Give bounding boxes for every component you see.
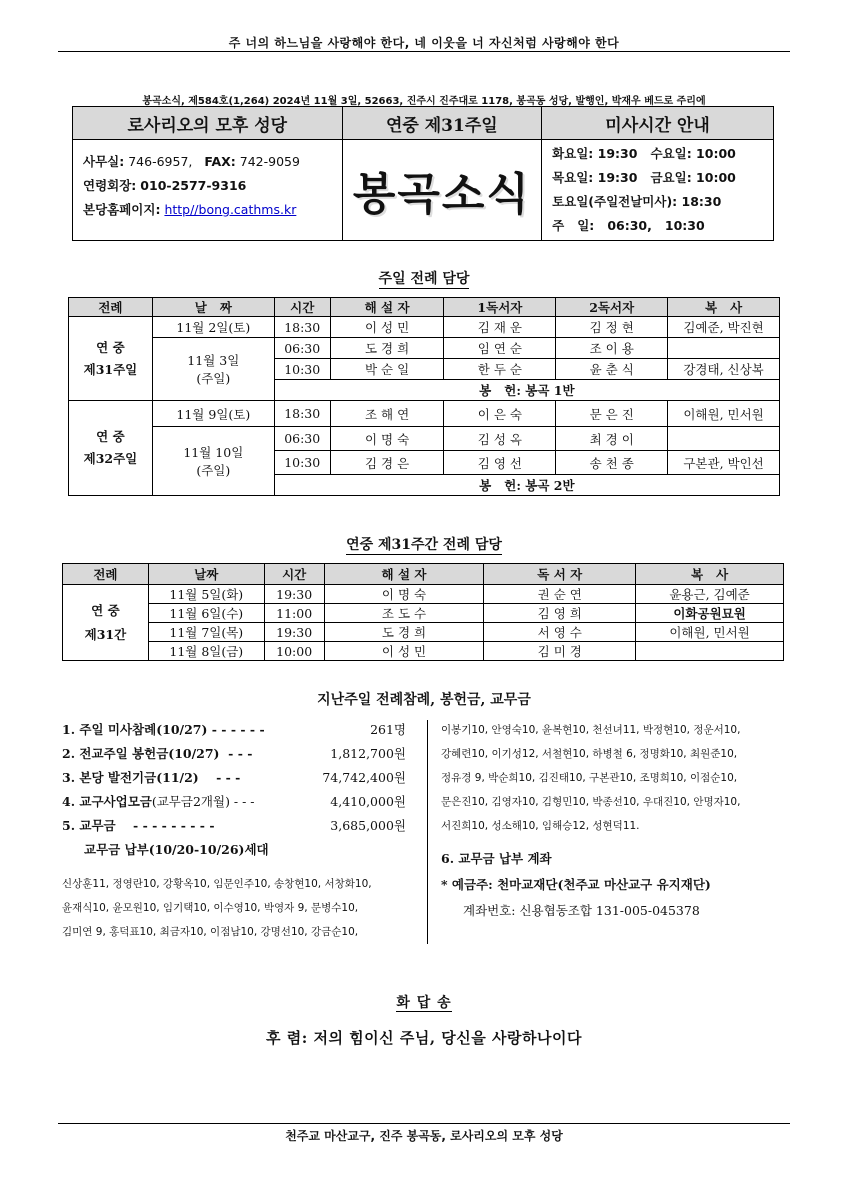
offerings-section-title bbox=[0, 689, 848, 709]
commentator-cell: 이 명 숙 bbox=[324, 585, 484, 604]
offering-cell: 봉 헌: 봉곡 1반 bbox=[274, 380, 779, 401]
server-cell: 이화공원묘원 bbox=[636, 604, 784, 623]
table-row bbox=[63, 623, 784, 642]
commentator-cell: 이 명 숙 bbox=[330, 427, 444, 451]
issue-info: 봉곡소식, 제584호(1,264) 2024년 11월 3일, 52663, 진주시 진주대로 1178, 봉곡동 성당, 발행인, 박재우 베드로 주리에 bbox=[142, 96, 706, 107]
dues-names-line: 김미연 9, 홍덕표10, 최금자10, 이점남10, 강명선10, 강금순10, bbox=[62, 926, 359, 938]
mass-time-title: 미사시간 안내 bbox=[542, 107, 774, 140]
time-cell: 10:30 bbox=[274, 359, 330, 380]
rite-label: 연 중 bbox=[96, 339, 125, 355]
contact-info bbox=[73, 140, 343, 241]
web-label: 본당홈페이지: bbox=[83, 202, 161, 217]
dues-names-line: 이봉기10, 안영숙10, 윤복현10, 천선녀11, 박정현10, 정운서10, bbox=[441, 724, 741, 736]
rite-label: 연 중 bbox=[91, 602, 120, 618]
mass-line: 주 일: 06:30, 10:30 bbox=[552, 218, 705, 233]
commentator-cell: 조 도 수 bbox=[324, 604, 484, 623]
offering-cell: 봉 헌: 봉곡 2반 bbox=[274, 475, 779, 496]
offering-value: 261명 bbox=[370, 722, 406, 737]
reader2-cell: 송 천 종 bbox=[556, 451, 668, 475]
commentator-cell: 김 경 은 bbox=[330, 451, 444, 475]
offering-label: 3. 본당 발전기금(11/2) - - - bbox=[62, 770, 241, 785]
time-cell: 10:30 bbox=[274, 451, 330, 475]
dues-names-left bbox=[62, 872, 422, 944]
fax-label: FAX: bbox=[204, 154, 236, 169]
reader1-cell: 한 두 순 bbox=[444, 359, 556, 380]
header-box bbox=[72, 106, 774, 241]
col-header: 2독서자 bbox=[556, 298, 668, 317]
offering-row bbox=[62, 814, 406, 838]
responsorial-psalm: 후 렴: 저의 힘이신 주님, 당신을 사랑하나이다 bbox=[266, 1029, 582, 1047]
footer: 천주교 마산교구, 진주 봉곡동, 로사리오의 모후 성당 bbox=[285, 1129, 563, 1143]
server-cell: 구본관, 박인선 bbox=[668, 451, 780, 475]
table-row bbox=[69, 317, 780, 338]
date-line: 11월 3일 bbox=[187, 353, 240, 368]
reader1-cell: 김 재 운 bbox=[444, 317, 556, 338]
dues-names-line: 문은진10, 김영자10, 김형민10, 박종선10, 우대진10, 안명자10, bbox=[441, 796, 741, 808]
mass-times bbox=[542, 140, 774, 241]
col-header: 시간 bbox=[274, 298, 330, 317]
col-header: 해 설 자 bbox=[324, 564, 484, 585]
reader-cell: 권 순 연 bbox=[484, 585, 636, 604]
offering-row bbox=[62, 742, 406, 766]
fax-number: 742-9059 bbox=[239, 154, 300, 169]
account-holder: * 예금주: 천마교재단(천주교 마산교구 유지재단) bbox=[441, 877, 711, 892]
reader-cell: 김 미 경 bbox=[484, 642, 636, 661]
offering-label: 4. 교구사업모금 bbox=[62, 794, 152, 809]
time-cell: 06:30 bbox=[274, 427, 330, 451]
dues-names-line: 윤재식10, 윤모원10, 임기택10, 이수영10, 박영자 9, 문병수10, bbox=[62, 902, 359, 914]
rite-cell bbox=[69, 401, 153, 496]
dues-names-line: 서진희10, 성소해10, 임해승12, 성현덕11. bbox=[441, 820, 640, 832]
dues-names-right bbox=[441, 718, 791, 838]
reader2-cell: 윤 춘 식 bbox=[556, 359, 668, 380]
table-row bbox=[69, 338, 780, 359]
sunday-section-title bbox=[0, 268, 848, 288]
rite-label: 연 중 bbox=[96, 429, 125, 444]
commentator-cell: 이 성 민 bbox=[330, 317, 444, 338]
dues-names-line: 신상훈11, 정영란10, 강황옥10, 임문인주10, 송창현10, 서창화10, bbox=[62, 878, 372, 890]
col-header: 전례 bbox=[63, 564, 149, 585]
account-title: 6. 교무금 납부 계좌 bbox=[441, 851, 552, 866]
date-cell: 11월 8일(금) bbox=[148, 642, 264, 661]
date-cell bbox=[152, 427, 274, 496]
offering-summary bbox=[62, 718, 406, 862]
col-header: 복 사 bbox=[636, 564, 784, 585]
time-cell: 18:30 bbox=[274, 401, 330, 427]
reader2-cell: 문 은 진 bbox=[556, 401, 668, 427]
response-title-text: 화 답 송 bbox=[396, 995, 452, 1011]
dues-title: 교무금 납부(10/20-10/26)세대 bbox=[84, 842, 269, 857]
reader-cell: 김 영 희 bbox=[484, 604, 636, 623]
col-header: 날 짜 bbox=[152, 298, 274, 317]
top-divider bbox=[58, 51, 790, 52]
reader-cell: 서 영 수 bbox=[484, 623, 636, 642]
account-info bbox=[441, 846, 791, 924]
offerings-title-text: 지난주일 전례참례, 봉헌금, 교무금 bbox=[317, 692, 531, 708]
date-cell: 11월 5일(화) bbox=[148, 585, 264, 604]
offering-value: 4,410,000원 bbox=[330, 794, 406, 809]
offering-label: 2. 전교주일 봉헌금(10/27) - - - bbox=[62, 746, 253, 761]
sunday-title-text: 주일 전례 담당 bbox=[378, 271, 470, 287]
table-row bbox=[63, 604, 784, 623]
server-cell bbox=[668, 427, 780, 451]
commentator-cell: 박 순 일 bbox=[330, 359, 444, 380]
date-line: (주일) bbox=[196, 371, 231, 386]
dues-names-line: 강혜련10, 이기성12, 서철현10, 하병철 6, 정명화10, 최원준10, bbox=[441, 748, 738, 760]
weekday-liturgy-table bbox=[62, 563, 784, 661]
reader2-cell: 김 정 현 bbox=[556, 317, 668, 338]
rep-label: 연령회장: bbox=[83, 178, 137, 193]
newsletter-logo: 봉곡소식 bbox=[342, 140, 541, 241]
rite-cell bbox=[69, 317, 153, 401]
commentator-cell: 조 해 연 bbox=[330, 401, 444, 427]
rite-label: 제32주일 bbox=[83, 451, 138, 466]
weekday-section-title bbox=[0, 534, 848, 554]
offering-label-sub: (교무금2개월) - - - bbox=[151, 794, 255, 809]
date-line: 11월 10일 bbox=[183, 445, 244, 460]
table-row bbox=[63, 585, 784, 604]
col-header: 전례 bbox=[69, 298, 153, 317]
sunday-liturgy-table bbox=[68, 297, 780, 496]
reader1-cell: 임 연 순 bbox=[444, 338, 556, 359]
rite-cell bbox=[63, 585, 149, 661]
server-cell bbox=[668, 338, 780, 359]
offering-value: 3,685,000원 bbox=[330, 818, 406, 833]
reader2-cell: 조 이 용 bbox=[556, 338, 668, 359]
office-phone: 746-6957, bbox=[128, 154, 193, 169]
col-header: 복 사 bbox=[668, 298, 780, 317]
col-header: 해 설 자 bbox=[330, 298, 444, 317]
col-header: 독 서 자 bbox=[484, 564, 636, 585]
date-cell: 11월 2일(토) bbox=[152, 317, 274, 338]
col-header: 날짜 bbox=[148, 564, 264, 585]
week-name: 연중 제31주일 bbox=[342, 107, 541, 140]
col-header: 시간 bbox=[264, 564, 324, 585]
rite-label: 제31간 bbox=[84, 626, 127, 642]
time-cell: 06:30 bbox=[274, 338, 330, 359]
server-cell: 이해원, 민서원 bbox=[668, 401, 780, 427]
reader1-cell: 김 영 선 bbox=[444, 451, 556, 475]
parish-name: 로사리오의 모후 성당 bbox=[73, 107, 343, 140]
time-cell: 19:30 bbox=[264, 623, 324, 642]
offering-value: 74,742,400원 bbox=[322, 770, 406, 785]
rep-phone: 010-2577-9316 bbox=[140, 178, 247, 193]
date-cell: 11월 6일(수) bbox=[148, 604, 264, 623]
account-number: 계좌번호: 신용협동조합 131-005-045378 bbox=[463, 903, 700, 918]
office-label: 사무실: bbox=[83, 154, 125, 169]
column-divider bbox=[427, 720, 428, 944]
offering-row bbox=[62, 790, 406, 814]
time-cell: 18:30 bbox=[274, 317, 330, 338]
weekday-title-text: 연중 제31주간 전례 담당 bbox=[346, 537, 502, 553]
date-cell: 11월 7일(목) bbox=[148, 623, 264, 642]
commentator-cell: 도 경 희 bbox=[330, 338, 444, 359]
date-line: (주일) bbox=[196, 463, 231, 478]
server-cell bbox=[636, 642, 784, 661]
time-cell: 11:00 bbox=[264, 604, 324, 623]
commentator-cell: 도 경 희 bbox=[324, 623, 484, 642]
offering-label: 5. 교무금 - - - - - - - - - bbox=[62, 818, 215, 833]
reader1-cell: 이 은 숙 bbox=[444, 401, 556, 427]
date-cell bbox=[152, 338, 274, 401]
bottom-divider bbox=[58, 1123, 790, 1124]
date-cell: 11월 9일(토) bbox=[152, 401, 274, 427]
mass-line: 토요일(주일전날미사): 18:30 bbox=[552, 194, 722, 209]
col-header: 1독서자 bbox=[444, 298, 556, 317]
server-cell: 윤용근, 김예준 bbox=[636, 585, 784, 604]
mass-line: 화요일: 19:30 수요일: 10:00 bbox=[552, 146, 736, 161]
offering-label: 1. 주일 미사참례(10/27) - - - - - - bbox=[62, 722, 265, 737]
offering-row bbox=[62, 718, 406, 742]
time-cell: 19:30 bbox=[264, 585, 324, 604]
reader2-cell: 최 경 이 bbox=[556, 427, 668, 451]
rite-label: 제31주일 bbox=[83, 361, 138, 377]
commentator-cell: 이 성 민 bbox=[324, 642, 484, 661]
dues-names-line: 정유경 9, 박순희10, 김진태10, 구본관10, 조명희10, 이점순10, bbox=[441, 772, 738, 784]
table-row bbox=[69, 427, 780, 451]
reader1-cell: 김 성 옥 bbox=[444, 427, 556, 451]
mass-line: 목요일: 19:30 금요일: 10:00 bbox=[552, 170, 736, 185]
offering-row bbox=[62, 766, 406, 790]
server-cell: 이해원, 민서원 bbox=[636, 623, 784, 642]
time-cell: 10:00 bbox=[264, 642, 324, 661]
motto: 주 너의 하느님을 사랑해야 한다, 네 이웃을 너 자신처럼 사랑해야 한다 bbox=[228, 36, 620, 50]
table-row bbox=[69, 401, 780, 427]
table-row bbox=[63, 642, 784, 661]
homepage-link[interactable]: http//bong.cathms.kr bbox=[164, 202, 297, 217]
response-title bbox=[0, 992, 848, 1012]
offering-value: 1,812,700원 bbox=[330, 746, 406, 761]
server-cell: 김예준, 박진현 bbox=[668, 317, 780, 338]
server-cell: 강경태, 신상복 bbox=[668, 359, 780, 380]
